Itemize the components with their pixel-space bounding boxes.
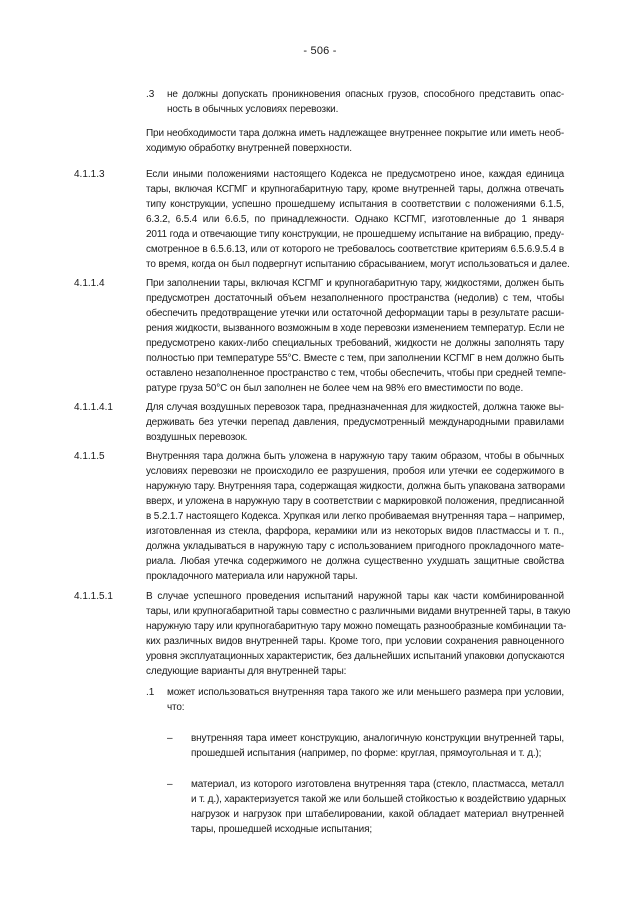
text-line: полностью при температуре 55°C. Вместе с тем, при заполнении КСГМГ в нем должно быть [146,353,564,364]
section-4-1-1-5-text [146,449,564,584]
item-marker-3: .3 [146,89,155,100]
text-line: тары, или крупногабаритной тары совместно с различными видами внутренней тары, в такую [146,606,571,617]
section-4-1-1-4-1-text [146,400,564,445]
text-line: Если иными положениями настоящего Кодекса не предусмотрено иное, каждая единица [146,169,564,180]
section-number-4-1-1-3: 4.1.1.3 [74,169,105,180]
section-4-1-1-4-text [146,276,564,396]
text-line: 2011 года и отвечающие типу конструкции, не прошедшему испытание на вибрацию, преду- [146,229,564,240]
item-3-text [167,87,564,117]
text-line: тары, прошедшей исходные испытания; [191,824,372,835]
text-line: прокладочного материала или наружной тары. [146,571,358,582]
text-line: воздушных перевозок. [146,432,248,443]
text-line: прошедшей испытания (например, по форме: круглая, прямоугольная и т. д.); [191,748,542,759]
text-line: предусмотрено каких-либо специальных требований, жидкости не должны заполнять тару [146,338,564,349]
section-number-4-1-1-4-1: 4.1.1.4.1 [74,402,113,413]
text-line: При необходимости тара должна иметь надлежащее внутреннее покрытие или иметь необ- [146,128,564,139]
text-line: ность в обычных условиях перевозки. [167,104,339,115]
text-line: При заполнении тары, включая КСГМГ и крупногабаритную тару, жидкостями, должен быть [146,278,564,289]
text-line: Для случая воздушных перевозок тара, предназначенная для жидкостей, должна также вы- [146,402,564,413]
text-line: изготовленная из стекла, фарфора, керамики или из некоторых видов пластмассы и т. п., [146,526,564,537]
text-line: условиях перевозки не происходило ее разрушения, пробоя или утечки ее содержимого в [146,466,564,477]
text-line: обеспечить предотвращение утечки или остаточной деформации тары в результате расши- [146,308,564,319]
text-line: нагрузок и нагрузок при штабелировании, какой обладает материал внутренней [191,809,564,820]
text-line: предусмотрен достаточный объем незаполненного пространства (недолив) с тем, чтобы [146,293,564,304]
text-line: может использоваться внутренняя тара такого же или меньшего размера при условии, [167,687,564,698]
text-line: уровня эксплуатационных характеристик, без дальнейших испытаний упаковки допускаются [146,651,565,662]
text-line: ходимую обработку внутренней поверхности. [146,143,352,154]
text-line: ратуре груза 50°C он был заполнен не более чем на 98% его вместимости по воде. [146,383,524,394]
intro-paragraph [146,126,564,156]
section-number-4-1-1-5-1: 4.1.1.5.1 [74,591,113,602]
text-line: не должны допускать проникновения опасных грузов, способного представить опас- [167,89,564,100]
text-line: в 5.2.1.7 настоящего Кодекса. Хрупкая или легко пробиваемая внутренняя тара – например, [146,511,565,522]
text-line: следующие варианты для внутренней тары: [146,666,347,677]
dash-item-2-text [191,777,564,837]
section-4-1-1-3-text [146,167,570,272]
text-line: 6.3.2, 6.5.4 или 6.6.5, по принадлежности. Однако КСГМГ, изготовленные до 1 января [146,214,564,225]
item-marker-1: .1 [146,687,155,698]
page-number: - 506 - [303,45,337,57]
text-line: Внутренняя тара должна быть уложена в наружную тару таким образом, чтобы в обычных [146,451,564,462]
dash-item-1-text [191,731,564,761]
text-line: риала. Любая утечка содержимого не должна существенно ухудшать защитные свойства [146,556,564,567]
section-number-4-1-1-4: 4.1.1.4 [74,278,105,289]
text-line: вверх, и уложена в наружную тару в соответствии с маркировкой положения, предписанной [146,496,564,507]
text-line: смотренное в 6.5.6.13, или от которого не требовалось соответствие критериям 6.5.6.9.5.4 в [146,244,564,255]
dash-marker: – [167,779,173,790]
section-number-4-1-1-5: 4.1.1.5 [74,451,105,462]
text-line: типу конструкции, успешно прошедшему испытания в соответствии с положениями 6.1.5, [146,199,564,210]
text-line: должна укладываться в наружную тару с использованием пригодного прокладочного мате- [146,541,564,552]
item-1-text [167,685,564,715]
text-line: рения жидкости, вызванного возможным в ходе перевозки изменением температур. Если не [146,323,565,334]
text-line: материал, из которого изготовлена внутренняя тара (стекло, пластмасса, металл [191,779,564,790]
text-line: что: [167,702,185,713]
text-line: оставлено незаполненное пространство с тем, чтобы обеспечить, чтобы при средней темпе- [146,368,566,379]
text-line: и т. д.), характеризуется такой же или большей стойкостью к воздействию ударных [191,794,566,805]
text-line: ких различных видов внутренней тары. Кроме того, при условии сохранения равноценного [146,636,564,647]
section-4-1-1-5-1-text [146,589,571,679]
text-line: наружную тару. Внутренняя тара, содержащая жидкости, должна быть упакована затворами [146,481,565,492]
dash-marker: – [167,733,173,744]
text-line: наружную тару или крупногабаритную тару можно помещать разнообразные комбинации та- [146,621,567,632]
text-line: тары, включая КСГМГ и крупногабаритную тару, кроме внутренней тары, должна отвечать [146,184,564,195]
text-line: держивать без утечки перепад давления, предусмотренный международными правилами [146,417,564,428]
text-line: то время, когда он был подвергнут испытанию сбрасыванием, могут использоваться и далее. [146,259,570,270]
text-line: внутренняя тара имеет конструкцию, аналогичную конструкции внутренней тары, [191,733,564,744]
text-line: В случае успешного проведения испытаний наружной тары как части комбинированной [146,591,564,602]
